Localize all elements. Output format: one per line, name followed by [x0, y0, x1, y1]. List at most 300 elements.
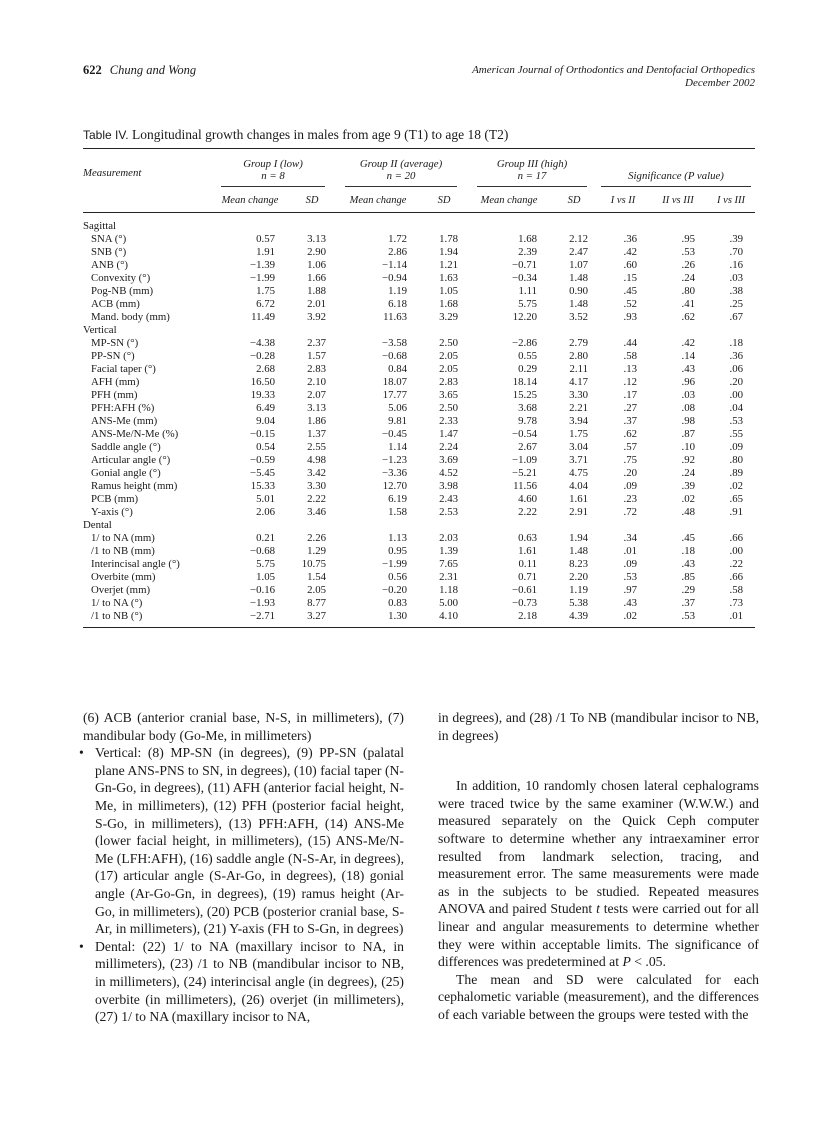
table-cell: .80 [681, 285, 696, 297]
table-cell: 2.37 [307, 337, 327, 349]
significance-header: Significance (P value) [597, 149, 755, 188]
table-cell: 2.80 [569, 350, 589, 362]
table-cell: .93 [623, 311, 638, 323]
section-row [83, 213, 755, 234]
table-cell: 2.26 [307, 532, 327, 544]
table-row [83, 428, 755, 441]
table-cell: 2.91 [569, 506, 589, 518]
table-cell: .73 [729, 597, 744, 609]
measurement-name: Overjet (mm) [91, 584, 151, 596]
table-cell: .00 [729, 545, 744, 557]
table-cell: 1.94 [569, 532, 589, 544]
running-head-right [472, 64, 755, 90]
table-cell: .67 [729, 311, 744, 323]
table-cell: −4.38 [250, 337, 275, 349]
table-cell: 17.77 [382, 389, 408, 401]
table-row [83, 298, 755, 311]
measurement-name: Pog-NB (mm) [91, 285, 154, 297]
table-cell: .18 [729, 337, 744, 349]
journal-name: American Journal of Orthodontics and Dentofacial Orthopedics [472, 64, 755, 76]
table-cell: .92 [681, 454, 696, 466]
table-cell: .98 [681, 415, 696, 427]
table-cell: −0.54 [512, 428, 538, 440]
table-cell: 1.14 [388, 441, 408, 453]
table-row [83, 558, 755, 571]
table-cell: .43 [681, 363, 696, 375]
table-cell: .09 [729, 441, 744, 453]
measurement-name: Overbite (mm) [91, 571, 156, 583]
table-cell: .42 [623, 246, 638, 258]
table-cell: 5.75 [518, 298, 538, 310]
table-cell: 3.04 [569, 441, 589, 453]
table-row [83, 506, 755, 519]
table-cell: 18.14 [512, 376, 538, 388]
table-cell: 4.17 [569, 376, 589, 388]
table-cell: 15.25 [512, 389, 538, 401]
table-row [83, 376, 755, 389]
table-cell: 3.98 [439, 480, 459, 492]
table-cell: .14 [681, 350, 696, 362]
table-cell: .20 [729, 376, 744, 388]
subheader: II vs III [649, 187, 707, 213]
list-item-vertical: • Vertical: (8) MP-SN (in degrees), (9) PP-SN (palatal plane ANS-PNS to SN, in degrees), (10) facial taper (N-Gn-Go, in degrees), (11) AFH (anterior facial height, N-Me, in millimeters), (12) PFH (posterior facial height, S-Go, in millimeters), (13) PFH:AFH, (14) ANS-Me (lower facial height, in millimeters), (15) ANS-Me/N-Me (LFH:AFH), (16) saddle angle (N-S-Ar, in degrees), (17) articular angle (S-Ar-Go, in degrees), (18) gonial angle (Ar-Go-Gn, in degrees), (19) ramus height (Ar-Go, in millimeters), (20) PCB (posterior cranial base, S-Ar, in millimeters), (21) Y-axis (FH to S-Gn, in degrees) [79, 745, 404, 937]
table-cell: −1.99 [250, 272, 275, 284]
table-row [83, 571, 755, 584]
table-cell: 2.21 [569, 402, 589, 414]
running-head [83, 63, 755, 95]
table-cell: .70 [729, 246, 744, 258]
table-row [83, 454, 755, 467]
table-cell: 1.61 [518, 545, 538, 557]
table-cell: 11.63 [383, 311, 408, 323]
table-cell: 2.55 [307, 441, 327, 453]
table-row [83, 467, 755, 480]
table-cell: 0.11 [518, 558, 538, 570]
issue-date: December 2002 [685, 77, 755, 89]
table-cell: −0.71 [512, 259, 538, 271]
table-cell: 2.83 [439, 376, 459, 388]
table-cell: 19.33 [250, 389, 275, 401]
group-2-n: n = 20 [386, 170, 416, 182]
table-cell: 1.72 [388, 233, 408, 245]
section-label: Vertical [83, 324, 117, 336]
table-cell: 1.88 [307, 285, 327, 297]
table-cell: .95 [681, 233, 696, 245]
table-subheader-row [83, 187, 755, 213]
table-cell: −3.36 [382, 467, 408, 479]
table-cell: −0.59 [250, 454, 275, 466]
table-cell: 1.05 [439, 285, 459, 297]
table-cell: 0.56 [388, 571, 408, 583]
table-cell: 1.37 [307, 428, 327, 440]
table-cell: −3.58 [382, 337, 408, 349]
table-cell: .38 [729, 285, 744, 297]
table-cell: .89 [729, 467, 744, 479]
table-cell: 3.46 [307, 506, 327, 518]
table-cell: .03 [681, 389, 696, 401]
paragraph: (6) ACB (anterior cranial base, N-S, in millimeters), (7) mandibular body (Go-Me, in millimeters) [83, 710, 404, 743]
table-row [83, 584, 755, 597]
group-1-n: n = 8 [261, 170, 285, 182]
table-cell: .17 [623, 389, 638, 401]
table-cell: 3.30 [569, 389, 589, 401]
table-cell: −0.28 [250, 350, 275, 362]
subheader: SD [421, 187, 467, 213]
subheader: SD [289, 187, 335, 213]
measurement-name: /1 to NB (mm) [91, 545, 155, 557]
table-cell: 1.94 [439, 246, 459, 258]
table-cell: .97 [623, 584, 638, 596]
measurement-name: SNA (°) [91, 233, 127, 245]
table-caption [83, 127, 508, 143]
table-cell: 2.33 [439, 415, 459, 427]
table-cell: .34 [623, 532, 638, 544]
table-cell: .09 [623, 558, 638, 570]
table-cell: 1.18 [439, 584, 459, 596]
table-cell: 0.63 [518, 532, 538, 544]
table-cell: 10.75 [301, 558, 327, 570]
measurement-name: AFH (mm) [91, 376, 140, 388]
measurement-name: Convexity (°) [91, 272, 151, 284]
table-cell: 1.19 [569, 584, 589, 596]
measurement-name: Saddle angle (°) [91, 441, 161, 453]
table-cell: 2.03 [439, 532, 459, 544]
table-cell: 4.39 [551, 610, 597, 628]
measurement-name: Y-axis (°) [91, 506, 133, 518]
table-cell: .80 [729, 454, 744, 466]
table-label: Table IV. [83, 128, 129, 142]
table-cell: .15 [623, 272, 638, 284]
table-cell: 2.05 [307, 584, 327, 596]
table-cell: 3.52 [569, 311, 589, 323]
group-1-header [211, 149, 335, 188]
table-cell: 2.05 [439, 350, 459, 362]
table-cell: 1.54 [307, 571, 327, 583]
table-cell: 11.49 [251, 311, 275, 323]
table-cell: 1.21 [439, 259, 459, 271]
table-cell: 2.18 [467, 610, 551, 628]
table-cell: .01 [623, 545, 638, 557]
table-cell: 1.63 [439, 272, 459, 284]
table-cell: −0.20 [382, 584, 408, 596]
table-cell: 0.21 [256, 532, 275, 544]
table-cell: 3.94 [569, 415, 589, 427]
table-cell: .65 [729, 493, 744, 505]
table-cell: 2.24 [439, 441, 459, 453]
table-cell: .44 [623, 337, 638, 349]
table-cell: .75 [623, 454, 638, 466]
table-cell: 2.68 [256, 363, 275, 375]
table-cell: .53 [623, 571, 638, 583]
table-row [83, 493, 755, 506]
table-cell: 12.70 [382, 480, 408, 492]
table-cell: 2.20 [569, 571, 589, 583]
measurement-name: PFH (mm) [91, 389, 138, 401]
table-cell: .09 [623, 480, 638, 492]
table-cell: .08 [681, 402, 696, 414]
table-cell: .58 [729, 584, 744, 596]
table-cell: .53 [649, 610, 707, 628]
subheader: Mean change [211, 187, 289, 213]
subheader: SD [551, 187, 597, 213]
measurement-name: Articular angle (°) [91, 454, 171, 466]
subheader: I vs III [707, 187, 755, 213]
table-cell: .53 [729, 415, 744, 427]
section-row [83, 324, 755, 337]
table-row [83, 389, 755, 402]
table-cell: −5.45 [250, 467, 275, 479]
table-cell: .03 [729, 272, 744, 284]
table-cell: −1.99 [382, 558, 408, 570]
table-cell: .53 [681, 246, 696, 258]
table-cell: .43 [623, 597, 638, 609]
table-cell: 1.19 [388, 285, 408, 297]
table-cell: 8.77 [307, 597, 327, 609]
table-cell: 6.19 [388, 493, 408, 505]
table-row [83, 311, 755, 324]
body-column-left [79, 709, 404, 1026]
table-cell: .55 [729, 428, 744, 440]
table-row [83, 337, 755, 350]
measurement-header: Measurement [83, 149, 211, 188]
table-cell: 2.86 [388, 246, 408, 258]
table-cell: 4.04 [569, 480, 589, 492]
table-cell: 0.71 [518, 571, 538, 583]
table-cell: .10 [681, 441, 696, 453]
table-cell: 1.07 [569, 259, 589, 271]
table-cell: −1.09 [512, 454, 538, 466]
measurement-name: Facial taper (°) [91, 363, 156, 375]
measurement-name: ANS-Me/N-Me (%) [91, 428, 179, 440]
table-cell: 2.10 [307, 376, 327, 388]
table-cell: 2.06 [256, 506, 275, 518]
table-cell: .29 [681, 584, 696, 596]
table-cell: 1.86 [307, 415, 327, 427]
measurement-name: 1/ to NA (°) [91, 597, 143, 609]
table-cell: 2.79 [569, 337, 589, 349]
table-cell: 2.22 [518, 506, 538, 518]
subheader: Mean change [467, 187, 551, 213]
table-cell: .91 [729, 506, 744, 518]
table-row [83, 259, 755, 272]
table-cell: 3.30 [307, 480, 327, 492]
table-cell: 2.39 [518, 246, 538, 258]
table-cell: 1.13 [388, 532, 408, 544]
measurement-name: 1/ to NA (mm) [91, 532, 155, 544]
table-row [83, 363, 755, 376]
table-cell: .16 [729, 259, 744, 271]
table-cell: 0.57 [256, 233, 275, 245]
table-cell: 2.47 [569, 246, 589, 258]
table-cell: 4.98 [307, 454, 327, 466]
table-row [83, 441, 755, 454]
section-row [83, 519, 755, 532]
table-cell: .27 [623, 402, 638, 414]
table-cell: −5.21 [512, 467, 538, 479]
table-cell: 6.18 [388, 298, 408, 310]
table-cell: 0.54 [256, 441, 275, 453]
table-cell: 1.48 [569, 545, 589, 557]
table-row [83, 545, 755, 558]
table-cell: −1.39 [250, 259, 275, 271]
table-cell: −0.15 [250, 428, 275, 440]
table-cell: 16.50 [250, 376, 275, 388]
table-cell: 9.04 [256, 415, 275, 427]
table-cell: 1.61 [569, 493, 589, 505]
table-cell: 2.22 [307, 493, 327, 505]
table-body [83, 213, 755, 628]
table-cell: 3.29 [439, 311, 459, 323]
table-cell: 1.75 [256, 285, 275, 297]
table-cell: .39 [681, 480, 696, 492]
table-cell: 6.49 [256, 402, 275, 414]
table-cell: .62 [681, 311, 696, 323]
table-cell: .02 [681, 493, 696, 505]
table-cell: 1.30 [335, 610, 421, 628]
table-row [83, 610, 755, 628]
table-cell: .24 [681, 272, 696, 284]
list-item-dental: • Dental: (22) 1/ to NA (maxillary incisor to NA, in millimeters), (23) /1 to NB (mandibular incisor to NB, in millimeters), (24) interincisal angle (in degrees), (25) overbite (in millimeters), (26) overjet (in millimeters), (27) 1/ to NA (maxillary incisor to NA, [79, 938, 404, 1025]
table-cell: .02 [729, 480, 744, 492]
table-cell: 5.38 [569, 597, 589, 609]
table-cell: .25 [729, 298, 744, 310]
table-cell: 2.01 [307, 298, 327, 310]
table-cell: .23 [623, 493, 638, 505]
table-cell: .24 [681, 467, 696, 479]
table-cell: 3.65 [439, 389, 459, 401]
table-cell: .02 [597, 610, 649, 628]
table-cell: 2.53 [439, 506, 459, 518]
table-cell: 1.11 [518, 285, 538, 297]
subheader: I vs II [597, 187, 649, 213]
measurement-name: PFH:AFH (%) [91, 402, 155, 414]
table-cell: −0.45 [382, 428, 408, 440]
body-column-right [438, 709, 759, 1024]
table-cell: 1.66 [307, 272, 327, 284]
group-3-n: n = 17 [517, 170, 547, 182]
table-row [83, 480, 755, 493]
table-cell: .00 [729, 389, 744, 401]
table-header-row [83, 149, 755, 188]
table-cell: −0.16 [250, 584, 275, 596]
table-cell: 0.90 [569, 285, 589, 297]
table-cell: .13 [623, 363, 638, 375]
table-row [83, 402, 755, 415]
growth-table [83, 148, 755, 628]
table-cell: .58 [623, 350, 638, 362]
table-cell: −0.68 [250, 545, 275, 557]
table-cell: 1.91 [256, 246, 275, 258]
table-cell: 2.50 [439, 337, 459, 349]
table-cell: 12.20 [512, 311, 538, 323]
table-cell: 9.81 [388, 415, 408, 427]
table-cell: 6.72 [256, 298, 275, 310]
table-cell: .18 [681, 545, 696, 557]
table-cell: 1.68 [518, 233, 538, 245]
table-cell: −0.94 [382, 272, 408, 284]
table-cell: −0.61 [512, 584, 538, 596]
table-cell: 2.07 [307, 389, 327, 401]
table-cell: .45 [623, 285, 638, 297]
measurement-name: PCB (mm) [91, 493, 139, 505]
table-cell: −0.68 [382, 350, 408, 362]
table-cell: .06 [729, 363, 744, 375]
table-cell: −1.14 [382, 259, 408, 271]
measurement-name: ACB (mm) [91, 298, 140, 310]
table-cell: .26 [681, 259, 696, 271]
measurement-name: ANB (°) [91, 259, 129, 271]
page-number: 622 [83, 63, 102, 77]
paragraph: In addition, 10 randomly chosen lateral cephalograms were traced twice by the same examiner (W.W.W.) and measured separately on the Quick Ceph computer software to determine whether any intraexaminer error resulted from landmark selection, tracing, and measurement error. The same measurements were made as in the subjects to be studied. Repeated measures ANOVA and paired Student t tests were carried out for all linear and angular measurements to determine whether they were within acceptable limits. The significance of differences was predetermined at P < .05. [438, 778, 760, 970]
table-cell: .36 [623, 233, 638, 245]
table-cell: 8.23 [569, 558, 589, 570]
table-cell: 1.39 [439, 545, 459, 557]
table-cell: .45 [681, 532, 696, 544]
table-row [83, 233, 755, 246]
table-cell: 1.48 [569, 298, 589, 310]
table-cell: 4.10 [421, 610, 467, 628]
table-cell: 4.75 [569, 467, 589, 479]
table-cell: .37 [623, 415, 638, 427]
table-cell: −0.73 [512, 597, 538, 609]
table-cell: 3.69 [439, 454, 459, 466]
table-cell: .12 [623, 376, 638, 388]
table-cell: 1.57 [307, 350, 327, 362]
table-cell: 1.68 [439, 298, 459, 310]
table-row [83, 272, 755, 285]
table-cell: .48 [681, 506, 696, 518]
table-row [83, 597, 755, 610]
table-cell: 2.11 [569, 363, 589, 375]
group-2-name: Group II (average) [359, 158, 443, 170]
table-cell: .39 [729, 233, 744, 245]
table-cell: 9.78 [518, 415, 538, 427]
table-cell: .01 [707, 610, 755, 628]
table-cell: 1.47 [439, 428, 459, 440]
table-cell: 18.07 [382, 376, 408, 388]
table-cell: 4.60 [518, 493, 538, 505]
section-label: Sagittal [83, 220, 116, 232]
table-cell: 2.43 [439, 493, 459, 505]
table-cell: .42 [681, 337, 696, 349]
table-title: Longitudinal growth changes in males from age 9 (T1) to age 18 (T2) [131, 127, 509, 142]
table-cell: 11.56 [513, 480, 538, 492]
table-cell: 0.55 [518, 350, 538, 362]
table-cell: 5.06 [388, 402, 408, 414]
table-cell: .22 [729, 558, 744, 570]
table-cell: −2.71 [211, 610, 289, 628]
table-cell: −1.23 [382, 454, 408, 466]
paragraph: in degrees), and (28) /1 To NB (mandibular incisor to NB, in degrees) [438, 710, 759, 743]
table-cell: .20 [623, 467, 638, 479]
measurement-name: Mand. body (mm) [91, 311, 170, 323]
table-cell: .36 [729, 350, 744, 362]
table-cell: 1.75 [569, 428, 589, 440]
table-cell: .04 [729, 402, 744, 414]
table-cell: 3.68 [518, 402, 538, 414]
table-cell: 3.27 [289, 610, 335, 628]
table-cell: −2.86 [512, 337, 538, 349]
table-cell: .87 [681, 428, 696, 440]
table-row [83, 285, 755, 298]
measurement-name: /1 to NB (°) [83, 610, 211, 628]
running-head-left [83, 63, 196, 78]
table-cell: 5.00 [439, 597, 459, 609]
table-cell: 1.58 [388, 506, 408, 518]
table-cell: 2.12 [569, 233, 589, 245]
table-cell: 5.75 [256, 558, 275, 570]
measurement-name: SNB (°) [91, 246, 127, 258]
